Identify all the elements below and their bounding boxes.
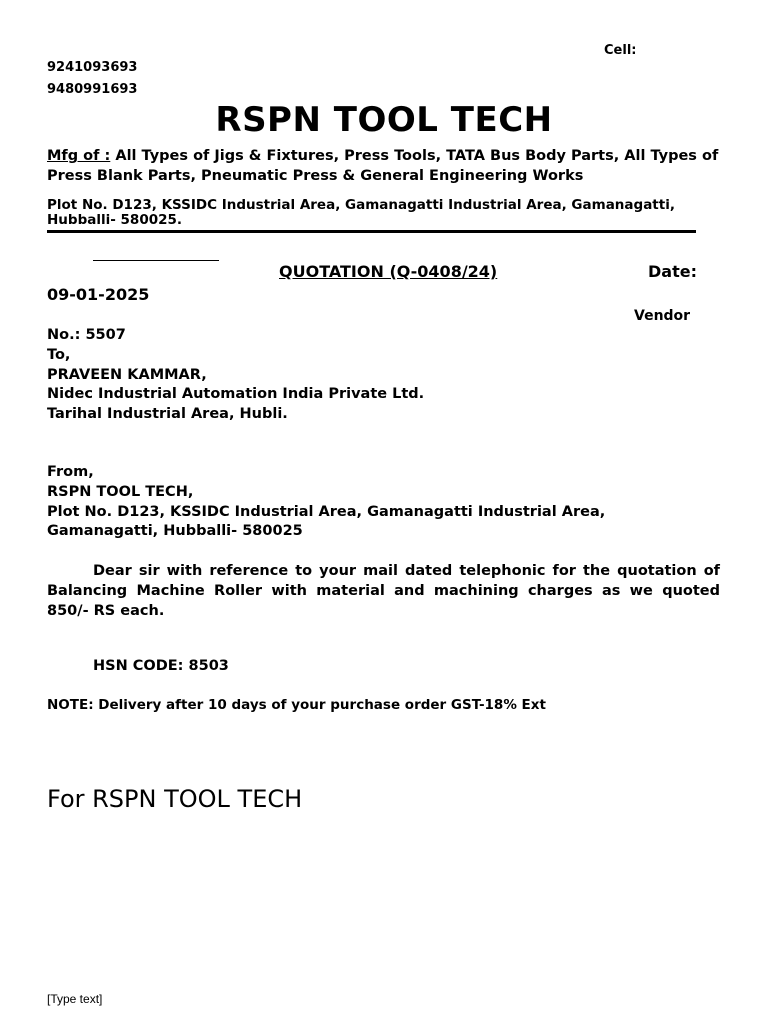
to-label: To,: [47, 347, 71, 363]
to-address: Tarihal Industrial Area, Hubli.: [47, 406, 288, 422]
vendor-label: Vendor: [634, 308, 691, 324]
phone-number-2: 9480991693: [47, 82, 138, 97]
from-address-line-2: Gamanagatti, Hubballi- 580025: [47, 523, 303, 539]
mfg-label: Mfg of :: [47, 148, 111, 164]
hsn-code: HSN CODE: 8503: [93, 658, 229, 674]
header-divider: [47, 230, 696, 233]
signature-line: For RSPN TOOL TECH: [47, 785, 303, 813]
date-value: 09-01-2025: [47, 285, 150, 304]
from-label: From,: [47, 464, 94, 480]
footer-placeholder: [Type text]: [47, 992, 103, 1006]
to-name: PRAVEEN KAMMAR,: [47, 367, 207, 383]
quotation-title: QUOTATION (Q-0408/24): [279, 262, 498, 281]
vendor-number: No.: 5507: [47, 327, 126, 343]
mfg-text: All Types of Jigs & Fixtures, Press Tools, TATA Bus Body Parts, All Types of Press Blank Parts, Pneumatic Press & General Engineering Works: [47, 148, 719, 184]
to-company: Nidec Industrial Automation India Private Ltd.: [47, 386, 425, 402]
phone-number-1: 9241093693: [47, 60, 138, 75]
cell-label: Cell:: [604, 43, 637, 58]
manufacturing-description: [47, 146, 727, 186]
date-label: Date:: [648, 262, 697, 281]
from-company: RSPN TOOL TECH,: [47, 484, 194, 500]
company-name: RSPN TOOL TECH: [215, 100, 553, 140]
short-rule: [93, 260, 219, 261]
quotation-body: Dear sir with reference to your mail dated telephonic for the quotation of Balancing Machine Roller with material and machining charges as we quoted 850/- RS each.: [47, 563, 720, 619]
delivery-note: NOTE: Delivery after 10 days of your purchase order GST-18% Ext: [47, 697, 546, 713]
from-address-line-1: Plot No. D123, KSSIDC Industrial Area, Gamanagatti Industrial Area,: [47, 504, 606, 520]
company-address: Plot No. D123, KSSIDC Industrial Area, Gamanagatti Industrial Area, Gamanagatti, Hubballi- 580025.: [47, 197, 675, 228]
